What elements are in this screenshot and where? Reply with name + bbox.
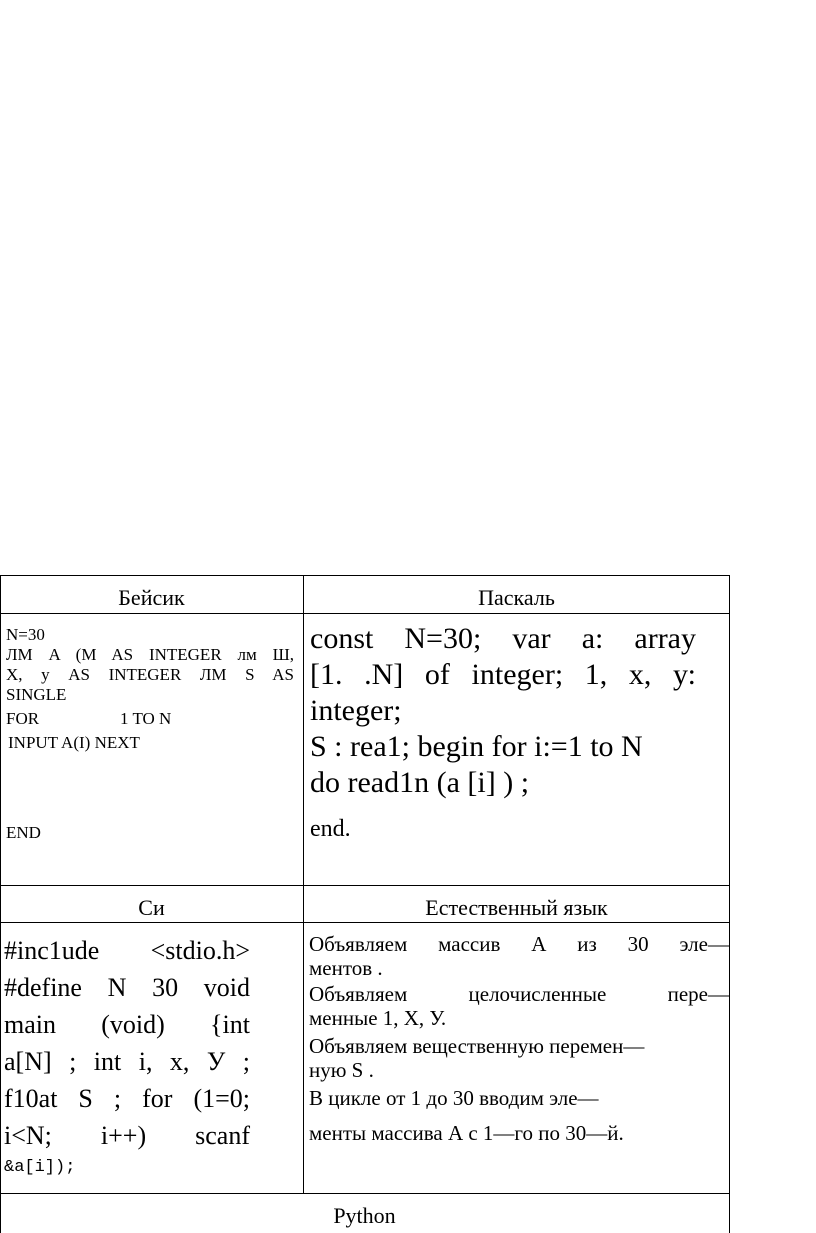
pascal-code-cell <box>310 621 696 847</box>
header-c: Си <box>138 895 165 920</box>
column-divider <box>303 575 304 1193</box>
for-range: 1 TO N <box>120 709 172 728</box>
text-line: Объявляем вещественную перемен— <box>309 1034 645 1058</box>
header-basic: Бейсик <box>118 585 185 610</box>
code-line: integer; <box>310 694 402 727</box>
code-line: INPUT A(I) NEXT <box>8 733 140 752</box>
text-line: ную S . <box>309 1058 374 1082</box>
text-line: Объявляем целочисленные пере— <box>309 982 729 1006</box>
header-python: Python <box>333 1203 396 1228</box>
row-divider <box>0 1193 730 1194</box>
text-line: менные 1, Х, У. <box>309 1006 447 1030</box>
for-keyword: FOR <box>6 709 40 728</box>
code-line: #define N 30 void <box>4 973 250 1002</box>
table-border-right <box>729 575 730 1233</box>
text-line: В цикле от 1 до 30 вводим эле— <box>309 1086 599 1110</box>
code-line: f10at S ; for (1=0; <box>4 1084 250 1113</box>
code-line: END <box>6 823 41 842</box>
header-natural: Естественный язык <box>425 895 608 920</box>
comparison-table <box>0 575 730 1233</box>
code-line: a[N] ; int i, x, У ; <box>4 1047 250 1076</box>
natural-language-cell <box>309 932 729 1145</box>
code-line: &a[i]); <box>4 1158 76 1177</box>
code-line: end. <box>310 816 351 842</box>
code-line: S : rea1; begin for i:=1 to N <box>310 730 643 763</box>
text-line: ментов . <box>309 956 383 980</box>
code-line: do read1n (а [i] ) ; <box>310 766 530 799</box>
code-line: N=30 <box>6 625 45 644</box>
code-line: main (void) {int <box>4 1010 250 1039</box>
c-code-cell <box>4 932 250 1182</box>
text-line: менты массива А с 1—го по 30—й. <box>309 1121 624 1145</box>
header-pascal: Паскаль <box>478 585 555 610</box>
code-line: [1. .N] of integer; 1, x, у: <box>310 658 696 691</box>
table-border-top <box>0 575 730 576</box>
basic-code-cell <box>6 625 294 842</box>
code-line: ЛМ A (M AS INTEGER лм Ш, <box>6 645 294 664</box>
code-line: const N=30; var a: array <box>310 622 696 655</box>
code-line: i<N; i++) scanf <box>4 1121 250 1150</box>
code-line: #inc1ude <stdio.h> <box>4 936 250 965</box>
code-line <box>6 709 294 729</box>
code-line: SINGLE <box>6 685 67 704</box>
row-divider <box>0 613 730 614</box>
row-divider <box>0 885 730 886</box>
text-line: Объявляем массив А из 30 эле— <box>309 932 729 956</box>
row-divider <box>0 922 730 923</box>
code-line: X, у AS INTEGER ЛМ S AS <box>6 665 294 684</box>
